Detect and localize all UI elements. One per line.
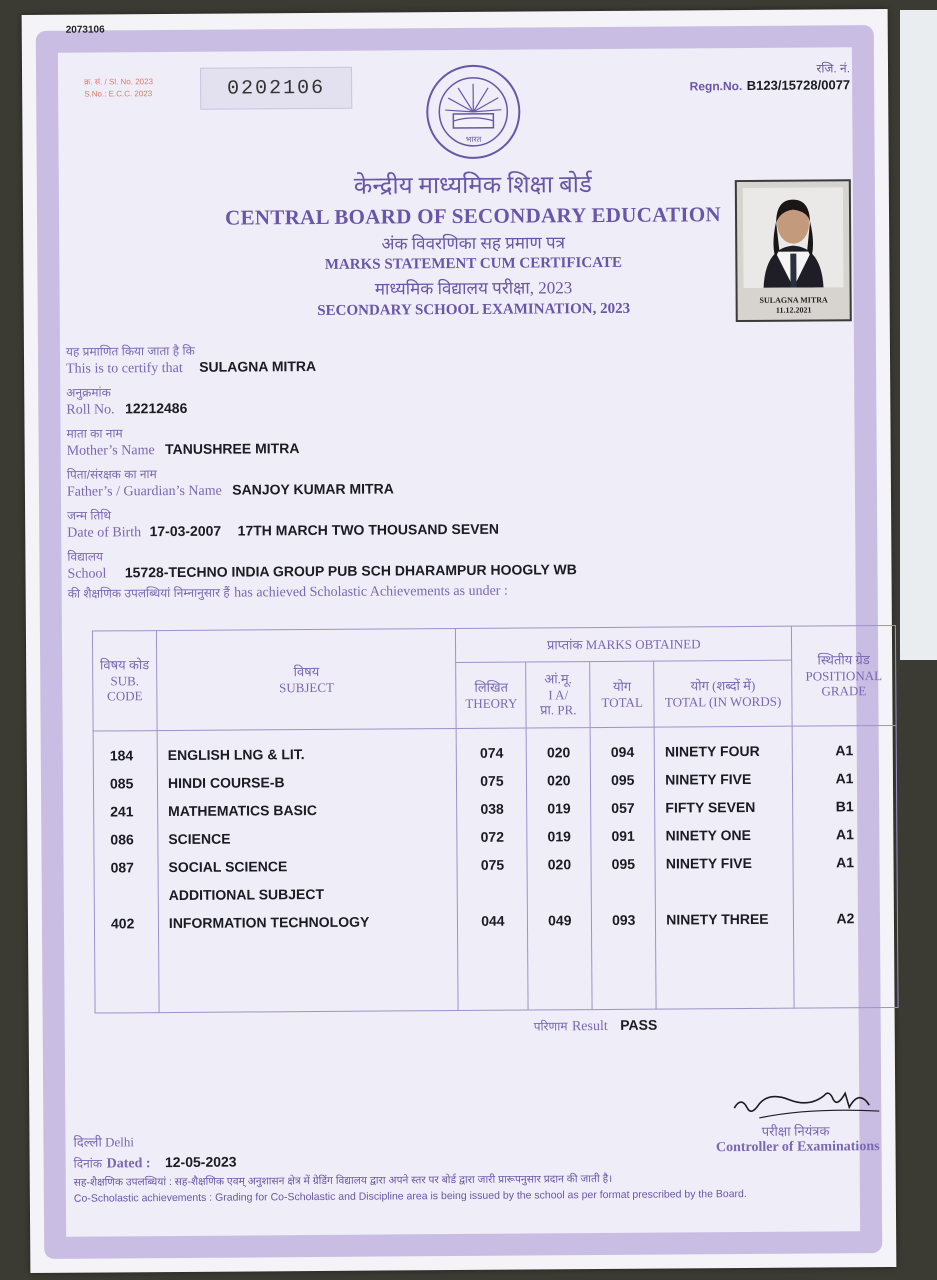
achieved-text: has achieved Scholastic Achievements as under : [234,583,508,601]
serial-stamp [84,76,153,100]
ia-cell: 020 [547,856,572,873]
words-cell: NINETY ONE [665,826,751,844]
result-hindi: परिणाम [533,1019,568,1034]
footer-hindi: सह-शैक्षणिक उपलब्धियां : सह-शैक्षणिक एवम् अनुशासन क्षेत्र में ग्रेडिंग विद्यालय द्वारा अपने स्तर पर बोर्ड द्वारा जारी प्रारूपनुसार प्रदान की जाती है। [73,1172,613,1189]
grade-cell: A2 [836,910,855,927]
code-cell: 086 [110,831,134,848]
roll-label: Roll No. [66,402,115,418]
grade-column [792,725,898,1008]
dated-label: Dated : [106,1156,151,1172]
place-date [73,1132,236,1173]
words-cell: NINETY FIVE [665,770,752,788]
person-photo-icon [743,187,844,288]
header-marks-obtained: प्राप्तांक MARKS OBTAINED [456,626,792,662]
mother-hindi: माता का नाम [66,426,123,441]
dob-label: Date of Birth [67,525,142,541]
ia-cell: 020 [546,744,571,761]
school-name: 15728-TECHNO INDIA GROUP PUB SCH DHARAMPUR HOOGLY WB [124,561,577,581]
theory-cell: 038 [480,800,504,817]
dob-words: 17TH MARCH TWO THOUSAND SEVEN [237,520,500,539]
certificate-title-hindi: अंक विवरणिका सह प्रमाण पत्र [381,233,566,254]
header-theory: लिखित THEORY [456,662,526,728]
grade-cell: A1 [835,770,854,787]
total-cell: 091 [611,827,635,844]
header-positional-grade: स्थितीय ग्रेड POSITIONAL GRADE [791,625,896,726]
header-subject: विषय SUBJECT [156,629,456,731]
certify-label: This is to certify that [66,360,183,377]
subject-cell: MATHEMATICS BASIC [168,801,317,820]
school-label: School [67,566,107,582]
mother-label: Mother’s Name [66,443,155,459]
total-cell: 093 [611,911,636,928]
exam-title-hindi: माध्यमिक विद्यालय परीक्षा, 2023 [374,278,573,299]
photo-date: 11.12.2021 [775,305,812,315]
ia-cell: 020 [547,772,571,789]
dob-hindi: जन्म तिथि [67,508,112,523]
header-total: योग TOTAL [590,661,654,727]
ia-cell: 019 [547,800,571,817]
stamp-line-2: S.No.: E.C.C. 2023 [84,89,153,99]
result-value: PASS [620,1016,658,1033]
total-cell: 095 [610,771,635,788]
cbse-emblem-icon [418,60,529,169]
theory-cell: 075 [480,856,505,873]
student-name: SULAGNA MITRA [199,357,317,375]
regn-label: Regn.No. [689,79,743,94]
words-cell: NINETY FIVE [665,854,752,872]
total-column [590,727,656,1009]
certify-hindi: यह प्रमाणित किया जाता है कि [65,343,195,359]
roll-number: 12212486 [124,399,188,417]
subject-cell: HINDI COURSE-B [167,774,285,792]
board-title-hindi: केन्द्रीय माध्यमिक शिक्षा बोर्ड [353,172,592,200]
dated-value: 12-05-2023 [164,1153,237,1171]
code-cell: 087 [110,859,134,876]
ia-cell: 049 [548,912,572,929]
father-label: Father’s / Guardian’s Name [66,483,222,500]
dated-hindi: दिनांक [73,1156,103,1171]
student-photo [735,179,852,322]
words-cell: NINETY THREE [666,910,769,928]
code-cell: 241 [110,803,134,820]
header-total-words: योग (शब्दों में) TOTAL (IN WORDS) [654,660,792,727]
result [534,1017,658,1036]
subject-cell: ENGLISH LNG & LIT. [167,746,305,764]
subject-cell: SOCIAL SCIENCE [168,858,288,876]
regn-value: B123/15728/0077 [746,77,851,93]
top-code: 2073106 [65,24,105,36]
father-hindi: पिता/संरक्षक का नाम [66,467,157,482]
grade-cell: A1 [836,854,855,871]
code-column [93,731,159,1013]
theory-cell: 074 [479,744,504,761]
code-cell: 184 [109,747,134,764]
words-column [654,726,794,1009]
grade-cell: A1 [835,826,854,843]
subject-cell: INFORMATION TECHNOLOGY [168,913,370,932]
svg-text:भारत: भारत [465,134,482,144]
regn-hindi: रजि. नं. [816,61,851,76]
controller-title: Controller of Examinations [715,1139,880,1156]
words-cell: FIFTY SEVEN [665,798,756,816]
ia-cell: 019 [547,828,571,845]
grade-cell: B1 [835,798,854,815]
roll-hindi: अनुक्रमांक [66,385,111,400]
footer-note [74,1169,894,1207]
code-cell: 402 [110,915,135,932]
header-ia: आं.मू. I A/ प्रा. PR. [526,662,590,728]
certificate-paper [22,9,897,1273]
theory-cell: 044 [481,912,505,929]
mother-name: TANUSHREE MITRA [165,440,300,458]
place: दिल्ली Delhi [73,1134,134,1150]
words-cell: NINETY FOUR [664,742,760,760]
registration-block [620,59,850,96]
result-label: Result [571,1018,608,1035]
student-details [66,337,848,602]
exam-title: SECONDARY SCHOOL EXAMINATION, 2023 [317,300,631,319]
controller-block [679,1121,879,1156]
ia-column [526,728,592,1010]
serial-number: 0202106 [200,67,352,110]
total-cell: 094 [610,743,635,760]
stamp-line-1: क्र. सं. / Sl. No. 2023 [84,77,154,87]
title-block [173,172,774,320]
dob-value: 17-03-2007 [149,522,222,540]
header-sub-code: विषय कोड SUB. CODE [92,631,157,731]
achieved-hindi: की शैक्षणिक उपलब्धियां निम्नानुसार हैं [67,585,230,601]
subject-cell: SCIENCE [168,830,231,848]
school-hindi: विद्यालय [67,549,103,564]
board-title: CENTRAL BOARD OF SECONDARY EDUCATION [225,202,722,230]
photo-name: SULAGNA MITRA [759,295,828,305]
theory-column [457,728,529,1010]
theory-cell: 075 [480,772,504,789]
photo-image [743,187,844,288]
grade-cell: A1 [835,742,854,759]
theory-cell: 072 [480,828,505,845]
total-cell: 057 [611,799,635,816]
father-name: SANJOY KUMAR MITRA [232,480,394,498]
certificate-title: MARKS STATEMENT CUM CERTIFICATE [324,254,622,273]
subject-column [157,729,458,1013]
background-paper [900,10,937,660]
total-cell: 095 [611,855,636,872]
controller-hindi: परीक्षा नियंत्रक [761,1123,830,1139]
footer-english: Co-Scholastic achievements : Grading for Co-Scholastic and Discipline area is being issued by the school as per format prescribed by the Board. [73,1188,747,1205]
code-cell: 085 [109,775,134,792]
marks-table [92,625,899,1014]
additional-heading: ADDITIONAL SUBJECT [168,885,325,904]
